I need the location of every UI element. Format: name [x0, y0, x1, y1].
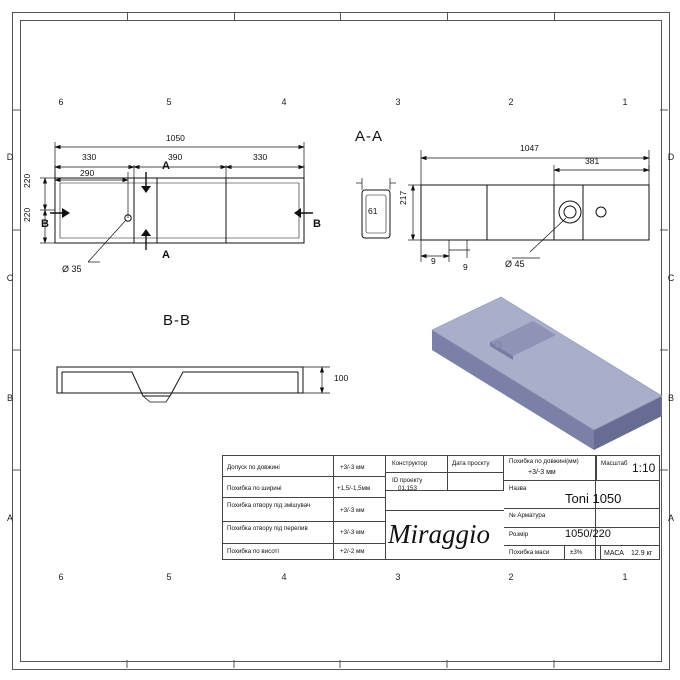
dim-9-left: 9 [431, 256, 436, 266]
tb-row-rule [504, 480, 660, 481]
nazva-label: Назва [509, 485, 527, 492]
tolerance-value-1: +1,5/-1,5мм [337, 485, 371, 492]
dim-220-top: 220 [22, 173, 32, 188]
tolerance-value-4: +2/-2 мм [340, 548, 365, 555]
zone-label-top-6: 6 [58, 97, 64, 107]
tb-row-rule [334, 476, 386, 477]
tolerance-label-4: Похибка по висоті [227, 548, 279, 555]
dim-390-center: 390 [168, 152, 183, 162]
tolerance-value-0: +3/-3 мм [340, 464, 365, 471]
tb-col-rule [596, 455, 597, 480]
dim-290: 290 [80, 168, 95, 178]
dim-hole-45: Ø 45 [505, 259, 525, 269]
tb-row-rule [334, 543, 386, 544]
tb-row-rule [222, 476, 334, 477]
section-aa-title: A-A [355, 128, 384, 145]
tb-col-rule [600, 545, 601, 560]
tb-row-rule [504, 508, 660, 509]
masshtab-label: Масштаб [601, 460, 628, 467]
masa-value: 12.9 кг [631, 550, 653, 557]
pohibka-masi-value: ±3% [570, 549, 583, 556]
dim-1047: 1047 [520, 143, 539, 153]
tb-col-rule [564, 545, 565, 560]
masshtab-value: 1:10 [632, 461, 656, 475]
pohibka-dovzhini-label: Похибка по довжині(мм) [509, 458, 579, 465]
id-label: ID проекту [392, 477, 423, 484]
zone-label-bottom-2: 2 [508, 572, 514, 582]
zone-label-bottom-3: 3 [395, 572, 401, 582]
tb-row-rule [334, 521, 386, 522]
tb-row-rule [386, 510, 504, 511]
tb-row-rule [222, 497, 334, 498]
zone-label-bottom-1: 1 [622, 572, 628, 582]
zone-label-top-5: 5 [166, 97, 172, 107]
zone-label-top-1: 1 [622, 97, 628, 107]
tolerance-value-2: +3/-3 мм [340, 507, 365, 514]
zone-label-right-c: C [667, 273, 675, 283]
dim-217: 217 [398, 190, 408, 205]
dim-220-bottom: 220 [22, 207, 32, 222]
brand-logo: Miraggio [388, 519, 491, 549]
tolerance-label-0: Допуск по довжині [227, 464, 280, 471]
dim-381: 381 [585, 156, 600, 166]
tb-row-rule [222, 543, 334, 544]
dim-9-bottom: 9 [463, 262, 468, 272]
zone-label-left-b: B [6, 393, 13, 403]
zone-label-right-d: D [667, 152, 675, 162]
rozmir-label: Розмір [509, 531, 529, 538]
tolerance-label-2: Похибка отвору під змішувач [227, 502, 311, 509]
zone-label-right-b: B [667, 393, 674, 403]
nazva-value: Toni 1050 [565, 491, 622, 506]
tolerance-label-1: Похибка по ширині [227, 485, 282, 492]
section-bb-title: B-B [163, 312, 192, 329]
dim-330-right: 330 [253, 152, 268, 162]
armatura-label: № Арматура [509, 512, 546, 519]
zone-label-left-c: C [6, 273, 14, 283]
tb-row-rule [334, 497, 386, 498]
tb-row-rule [222, 521, 334, 522]
dim-total-length-top: 1050 [166, 133, 185, 143]
dim-330-left: 330 [82, 152, 97, 162]
zone-label-right-a: A [667, 513, 674, 523]
dim-hole-35: Ø 35 [62, 264, 82, 274]
konstruktor-label: Конструктор [392, 460, 428, 467]
zone-label-bottom-6: 6 [58, 572, 64, 582]
rozmir-value: 1050/220 [565, 528, 611, 540]
section-mark-a-bottom: A [162, 249, 170, 261]
tb-row-rule [386, 472, 504, 473]
id-value: 01.153 [398, 485, 417, 492]
section-mark-b-left: B [41, 218, 49, 230]
tb-row-rule [504, 545, 660, 546]
zone-label-top-2: 2 [508, 97, 514, 107]
masa-label: МАСА [604, 550, 624, 557]
section-mark-a-top: A [162, 160, 170, 172]
zone-label-top-3: 3 [395, 97, 401, 107]
section-mark-b-right: B [313, 218, 321, 230]
zone-label-top-4: 4 [281, 97, 287, 107]
tolerance-label-3: Похибка отвору під перелив [227, 525, 308, 532]
zone-label-bottom-5: 5 [166, 572, 172, 582]
pohibka-masi-label: Похибка маси [509, 549, 550, 556]
zone-label-bottom-4: 4 [281, 572, 287, 582]
dim-100-depth: 100 [334, 373, 349, 383]
tolerance-value-3: +3/-3 мм [340, 529, 365, 536]
zone-label-left-a: A [6, 513, 13, 523]
data-proektu-label: Дата проскту [452, 460, 490, 467]
dim-61-side: 61 [368, 206, 378, 216]
pohibka-dovzhini-value: +3/-3 мм [528, 469, 556, 476]
zone-label-left-d: D [6, 152, 14, 162]
